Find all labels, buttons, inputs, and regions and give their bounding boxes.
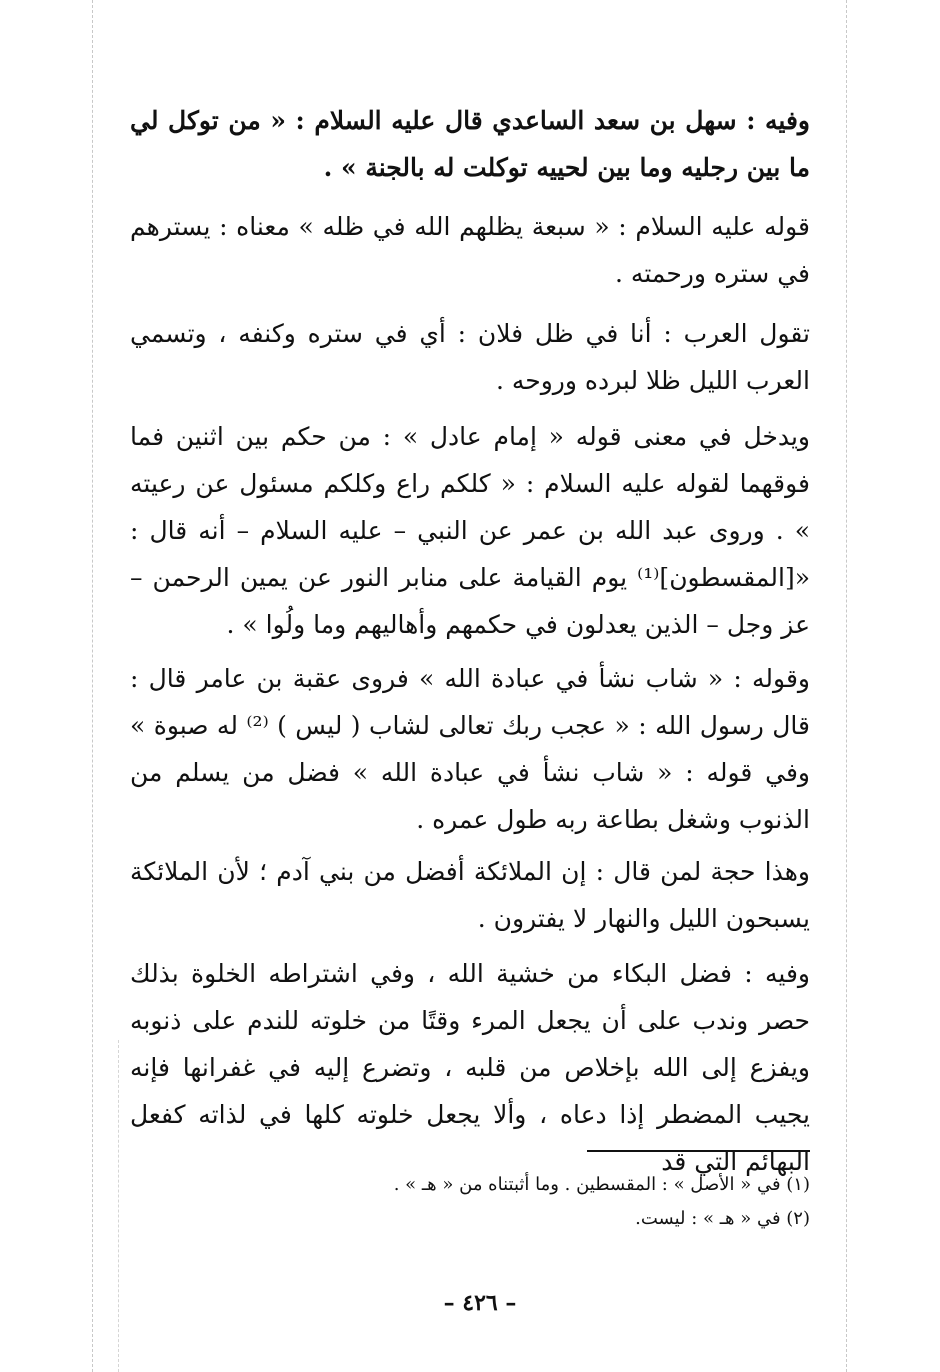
paragraph-1	[130, 97, 810, 191]
paragraph-text: وفيه : فضل البكاء من خشية الله ، وفي اشتراطه الخلوة بذلك حصر وندب على أن يجعل المرء وقتًا من خلوته للندم على ذنوبه ويفزع إلى الله بإخلاص من قلبه ، وتضرع إليه في غفرانها فإنه يجيب المضطر إذا دعاه ، وألا يجعل خلوته كلها في لذاته كفعل البهائم التي قد	[130, 959, 810, 1176]
paragraph-3	[130, 310, 810, 404]
paragraph-text: ويدخل في معنى قوله « إمام عادل » : من حكم بين اثنين فما فوقهما لقوله عليه السلام : « كلكم راع وكلكم مسئول عن رعيته » . وروى عبد الله بن عمر عن النبي – عليه السلام – أنه قال : «[المقسطون]⁽¹⁾ يوم القيامة على منابر النور عن يمين الرحمن – عز وجل – الذين يعدلون في حكمهم وأهاليهم وما ولُوا » .	[130, 422, 810, 639]
paragraph-6	[130, 848, 810, 942]
paragraph-2	[130, 203, 810, 297]
page-number: – ٤٢٦ –	[443, 1290, 517, 1316]
paragraph-5	[130, 655, 810, 843]
paragraph-text: قوله عليه السلام : « سبعة يظلهم الله في ظله » معناه : يسترهم في ستره ورحمته .	[130, 212, 810, 288]
footnote-separator	[587, 1150, 810, 1152]
footnotes	[300, 1168, 810, 1236]
scan-margin-line-left	[92, 0, 93, 1372]
footnote-1: (١) في « الأصل » : المقسطين . وما أثبتناه من « هـ » .	[393, 1174, 810, 1195]
footnote-2: (٢) في « هـ » : ليست.	[635, 1208, 810, 1229]
paragraph-text: تقول العرب : أنا في ظل فلان : أي في ستره وكنفه ، وتسمي العرب الليل ظلا لبرده وروحه .	[130, 319, 810, 395]
paragraph-text: وقوله : « شاب نشأ في عبادة الله » فروى عقبة بن عامر قال : قال رسول الله : « عجب ربك تعالى لشاب ( ليس ) ⁽²⁾ له صبوة » وفي قوله : « شاب نشأ في عبادة الله » فضل من يسلم من الذنوب وشغل بطاعة ربه طول عمره .	[130, 664, 810, 834]
paragraph-text: وفيه : سهل بن سعد الساعدي قال عليه السلام : « من توكل لي ما بين رجليه وما بين لحييه توكلت له بالجنة » .	[130, 106, 810, 182]
paragraph-4	[130, 413, 810, 648]
paragraph-text: وهذا حجة لمن قال : إن الملائكة أفضل من بني آدم ؛ لأن الملائكة يسبحون الليل والنهار لا يفترون .	[130, 857, 810, 933]
scan-margin-line-left-lower	[118, 1040, 119, 1372]
scan-margin-line-right	[846, 0, 847, 1372]
